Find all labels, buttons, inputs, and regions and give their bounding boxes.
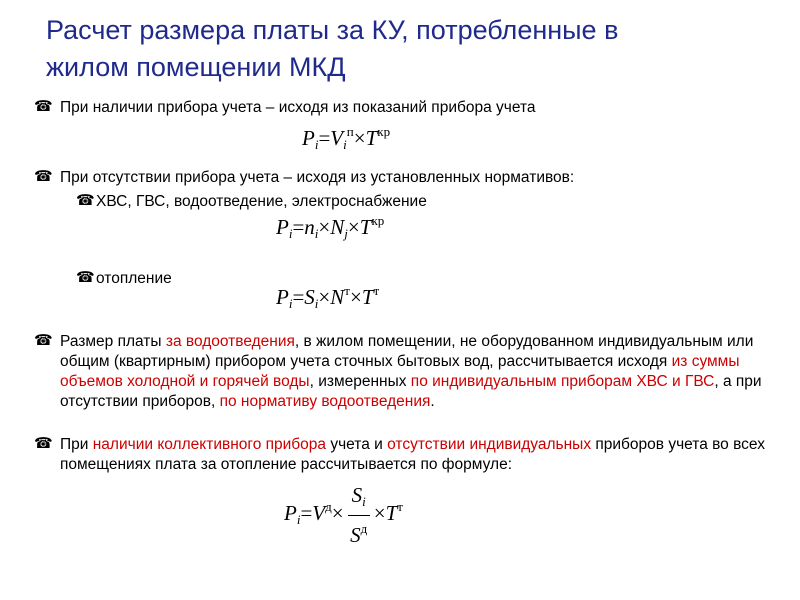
formula-meter-present: $P_i=V_i^п\times T^{кр}$	[302, 124, 391, 152]
title-line-1: Расчет размера платы за КУ, потребленные в	[46, 15, 619, 45]
fraction: $\frac{S_i}{S^д}$	[348, 482, 370, 548]
bullet-collective-meter: ☎ При наличии коллективного прибора учета и отсутствии индивидуальных приборов учета во всех помещениях плата за отопление рассчитывается по формуле:	[34, 435, 765, 473]
title-line-2: жилом помещении МКД	[46, 52, 346, 82]
sub-bullet-water-electricity	[76, 192, 696, 212]
bullet-text: При наличии прибора учета – исходя из показаний прибора учета	[60, 99, 536, 116]
sub-bullet-text: отопление	[96, 270, 172, 287]
telephone-icon: ☎	[34, 332, 53, 349]
telephone-icon: ☎	[34, 168, 53, 185]
slide-title	[46, 12, 766, 86]
telephone-icon: ☎	[76, 269, 95, 286]
bullet-text: При отсутствии прибора учета – исходя из установленных нормативов:	[60, 169, 575, 186]
bullet-meter-absent	[34, 168, 760, 188]
sub-bullet-text: ХВС, ГВС, водоотведение, электроснабжение	[96, 193, 427, 210]
telephone-icon: ☎	[76, 192, 95, 209]
telephone-icon: ☎	[34, 98, 53, 115]
formula-collective-heating: $P_i=V^д\times$ $\frac{S_i}{S^д}$ $\times T^т$	[284, 483, 403, 547]
formula-heating: $P_i=S_i\times N^т\times T^т$	[276, 283, 380, 311]
bullet-drainage: ☎ Размер платы за водоотведения, в жилом помещении, не оборудованном индивидуальным или общим (квартирным) прибором учета сточных бытовых вод, рассчитывается исходя из суммы объемов холодной и горячей воды, измеренных по индивидуальным приборам ХВС и ГВС, а при отсутствии приборов, по нормативу водоотведения.	[34, 332, 762, 410]
telephone-icon: ☎	[34, 435, 53, 452]
bullet-meter-present	[34, 98, 760, 118]
formula-water-electricity: $P_i=n_i\times N_j\times T^{кр}$	[276, 213, 385, 241]
